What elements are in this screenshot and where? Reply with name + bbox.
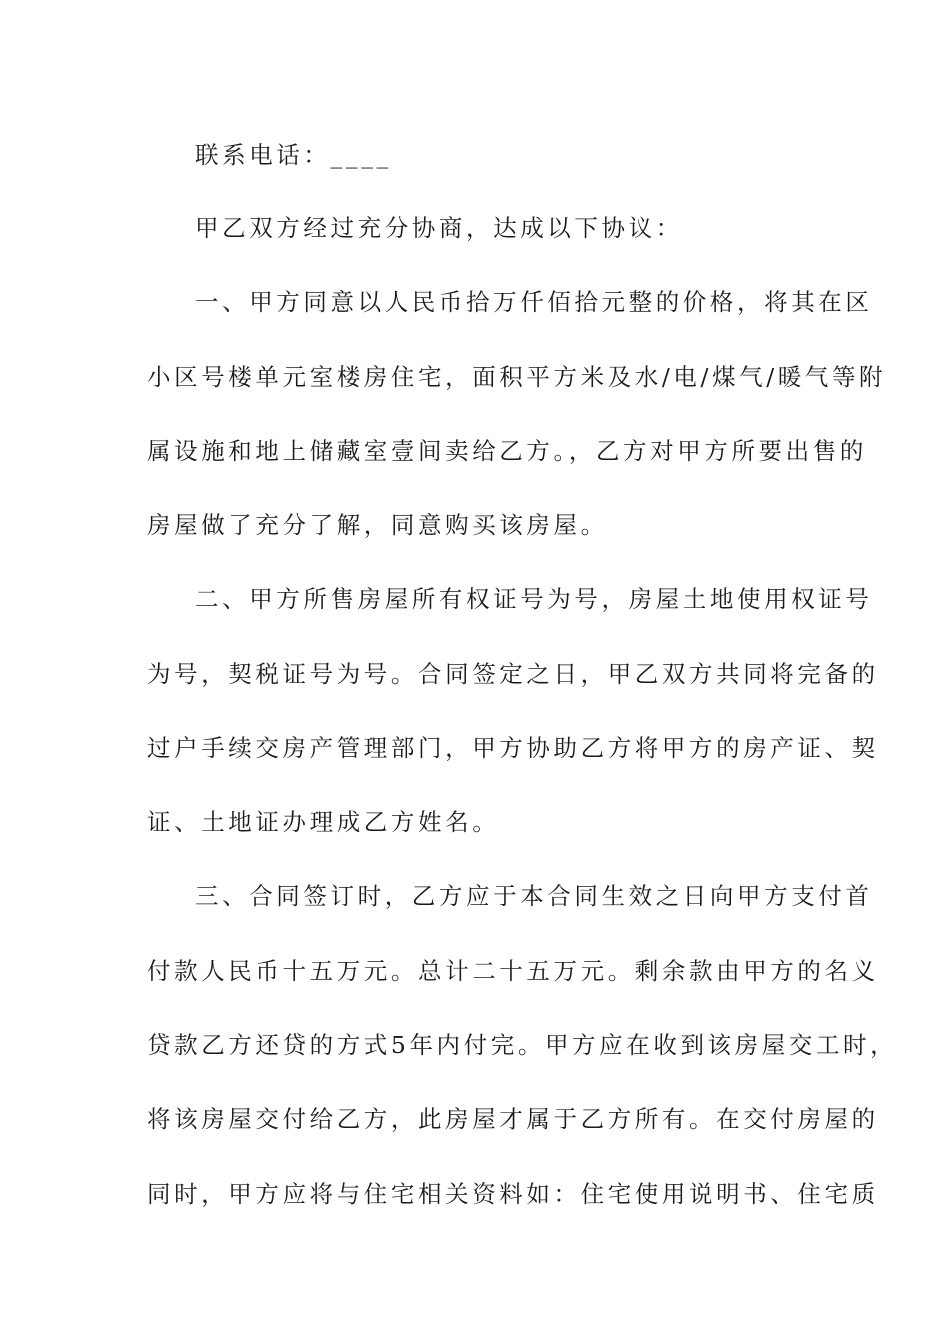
clause-2-line-1: 二、甲方所售房屋所有权证号为号，房屋土地使用权证号 (195, 585, 873, 613)
contact-phone-line: 联系电话：____ (195, 141, 392, 169)
clause-3-line-4: 将该房屋交付给乙方，此房屋才属于乙方所有。在交付房屋的 (147, 1105, 879, 1133)
clause-2-line-4: 证、土地证办理成乙方姓名。 (147, 808, 500, 836)
clause-1-line-4: 房屋做了充分了解，同意购买该房屋。 (147, 511, 608, 539)
clause-1-line-3: 属设施和地上储藏室壹间卖给乙方。，乙方对甲方所要出售的 (147, 437, 867, 465)
clause-3-line-1: 三、合同签订时，乙方应于本合同生效之日向甲方支付首 (195, 882, 873, 910)
clause-1-line-2: 小区号楼单元室楼房住宅，面积平方米及水/电/煤气/暖气等附 (147, 363, 887, 391)
clause-2-line-2: 为号，契税证号为号。合同签定之日，甲乙双方共同将完备的 (147, 660, 879, 688)
agreement-intro-line: 甲乙双方经过充分协商，达成以下协议： (195, 214, 683, 242)
clause-2-line-3: 过户手续交房产管理部门，甲方协助乙方将甲方的房产证、契 (147, 734, 879, 762)
clause-1-line-1: 一、甲方同意以人民币拾万仟佰拾元整的价格，将其在区 (195, 288, 873, 316)
clause-3-line-2: 付款人民币十五万元。总计二十五万元。剩余款由甲方的名义 (147, 957, 879, 985)
clause-3-line-3: 贷款乙方还贷的方式5年内付完。甲方应在收到该房屋交工时， (147, 1031, 898, 1059)
clause-3-line-5: 同时，甲方应将与住宅相关资料如：住宅使用说明书、住宅质 (147, 1180, 879, 1208)
